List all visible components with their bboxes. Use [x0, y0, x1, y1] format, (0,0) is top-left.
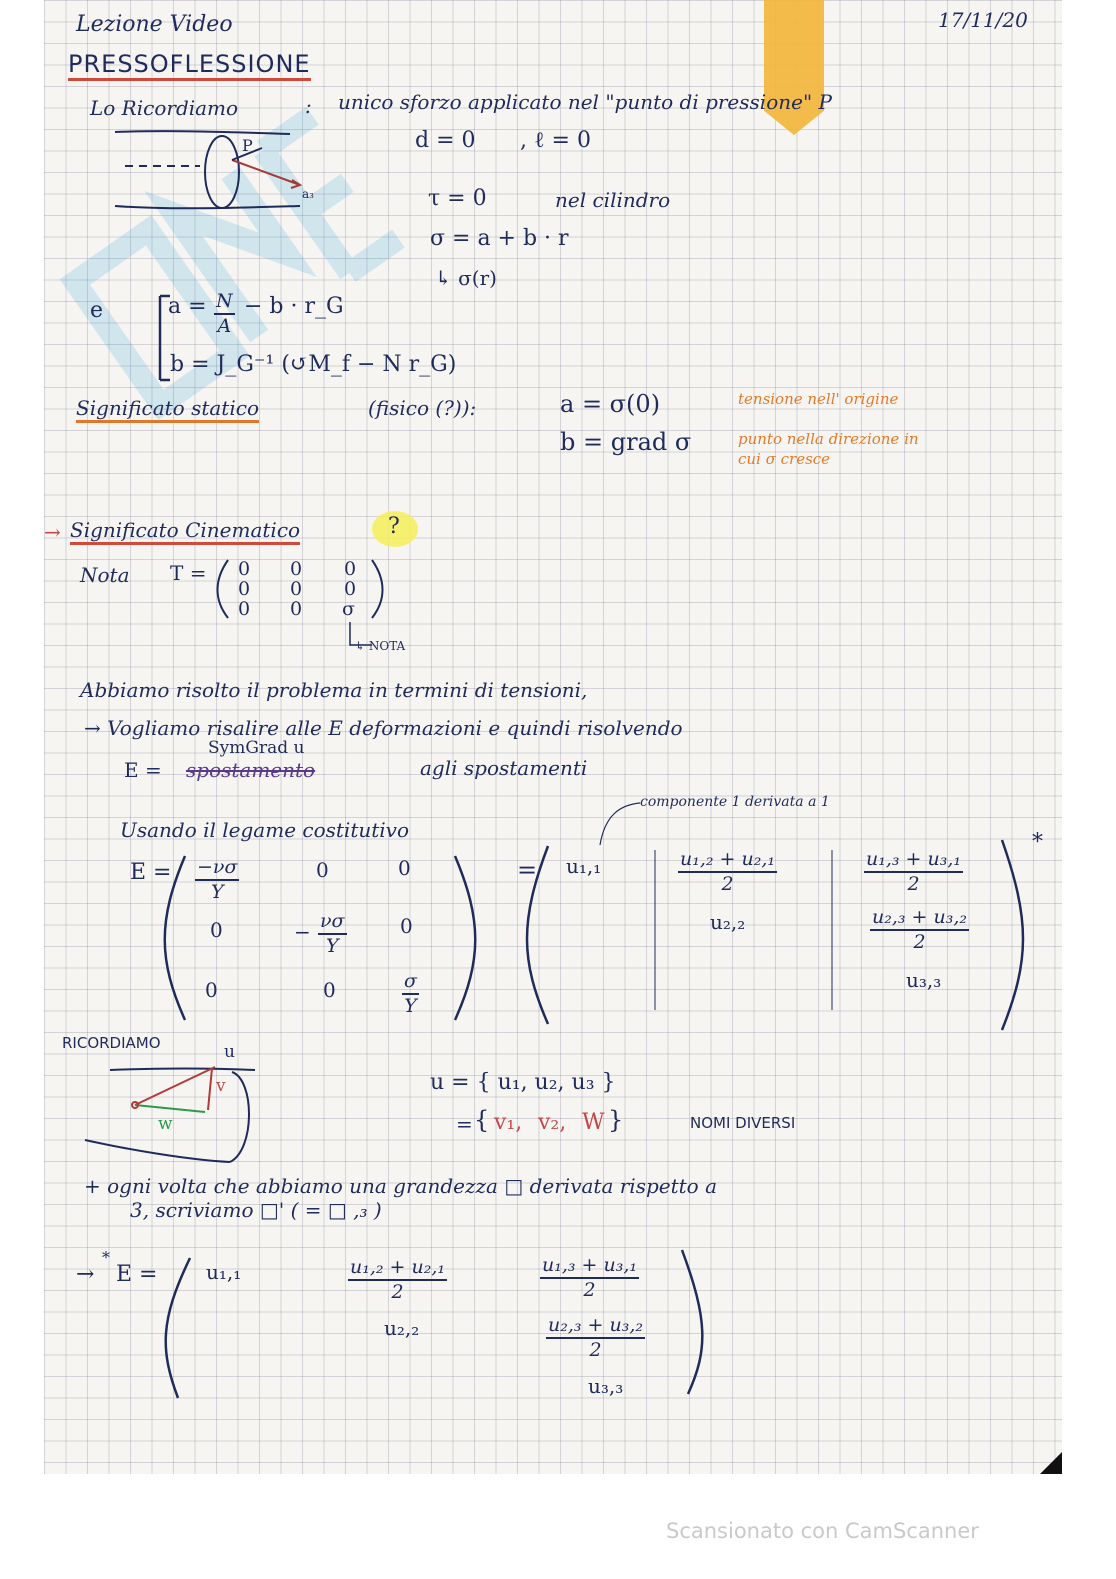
strain-star: * — [1032, 830, 1043, 855]
page-title: PRESSOFLESSIONE — [68, 52, 311, 81]
set-v1: v₁, — [494, 1110, 523, 1135]
statico-a-note: tensione nell' origine — [738, 390, 899, 408]
statico-b-note-1: punto nella direzione in — [738, 430, 919, 448]
final-star: * — [102, 1248, 110, 1267]
t-m13: 0 — [344, 558, 357, 580]
final-r12-num: u₁,₂ + u₂,₁ — [348, 1258, 447, 1281]
component-note: componente 1 derivata a 1 — [640, 794, 830, 810]
system-a-den: A — [217, 315, 232, 337]
vector-v-label: v — [216, 1076, 226, 1096]
t-m21: 0 — [238, 578, 251, 600]
strain-m12: 0 — [316, 858, 329, 882]
nota-label: Nota — [80, 563, 130, 587]
strain-m22-num: νσ — [318, 912, 347, 935]
page-corner — [1040, 1452, 1062, 1474]
strain-m13: 0 — [398, 856, 411, 880]
t-m12: 0 — [290, 558, 303, 580]
gradient-r22: u₂,₂ — [710, 910, 746, 934]
final-r23-num: u₂,₃ + u₃,₂ — [546, 1316, 645, 1339]
strain-m21: 0 — [210, 918, 223, 942]
statico-paren: (fisico (?)): — [368, 396, 477, 420]
set-w: W — [582, 1110, 605, 1135]
t-m23: 0 — [344, 578, 357, 600]
final-e-eq: E = — [116, 1262, 158, 1287]
t-m22: 0 — [290, 578, 303, 600]
strain-m11 — [195, 858, 239, 902]
final-r23 — [546, 1316, 645, 1360]
sigma-equation: σ = a + b · r — [430, 226, 569, 251]
text-line-2: → Vogliamo risalire alle E deformazioni e quindi risolvendo — [84, 716, 683, 740]
condition-d: d = 0 — [415, 128, 476, 153]
final-r13-den: 2 — [583, 1279, 596, 1301]
system-b: b = J_G⁻¹ (↺M_f − N r_G) — [170, 352, 457, 377]
final-r23-den: 2 — [589, 1339, 602, 1361]
strain-m33 — [402, 972, 419, 1016]
sigma-function: ↳ σ(r) — [435, 266, 497, 290]
gradient-r33: u₃,₃ — [906, 968, 942, 992]
vector-u-label: u — [224, 1042, 235, 1062]
question-mark: ? — [388, 514, 400, 539]
strain-e-eq: E = — [130, 860, 172, 885]
tau-equation: τ = 0 — [428, 186, 487, 211]
statico-label: Significato statico — [76, 398, 259, 423]
axis-a3-label: a₃ — [302, 187, 314, 201]
date: 17/11/20 — [938, 8, 1028, 32]
final-r22: u₂,₂ — [384, 1316, 420, 1340]
gradient-r23-num: u₂,₃ + u₃,₂ — [870, 908, 969, 931]
system-a-fraction — [214, 292, 235, 336]
gradient-r13 — [864, 850, 963, 894]
tau-description: nel cilindro — [555, 188, 671, 212]
final-r12-den: 2 — [391, 1281, 404, 1303]
nota-small: ↳ NOTA — [355, 639, 406, 653]
gradient-r23-den: 2 — [913, 931, 926, 953]
symgrad-note: SymGrad u — [208, 738, 305, 758]
text-line-3-rest: agli spostamenti — [420, 756, 588, 780]
final-r12 — [348, 1258, 447, 1302]
gradient-r13-num: u₁,₃ + u₃,₁ — [864, 850, 963, 873]
gradient-r12-den: 2 — [721, 873, 734, 895]
strain-m22 — [318, 912, 347, 956]
final-arrow: → — [76, 1262, 95, 1287]
cinematico-label: Significato Cinematico — [70, 520, 300, 545]
colon: : — [305, 94, 312, 118]
u-components: u = { u₁, u₂, u₃ } — [430, 1070, 616, 1095]
text-line-1: Abbiamo risolto il problema in termini di tensioni, — [80, 678, 588, 702]
statico-a-eq: a = σ(0) — [560, 390, 661, 418]
final-r13 — [540, 1256, 639, 1300]
t-m31: 0 — [238, 598, 251, 620]
t-m11: 0 — [238, 558, 251, 580]
ricordiamo-label: Lo Ricordiamo — [90, 96, 239, 120]
strain-m23: 0 — [400, 914, 413, 938]
nomi-diversi: NOMI DIVERSI — [690, 1114, 796, 1132]
system-a-num: N — [214, 292, 235, 315]
set-v2: v₂, — [538, 1110, 567, 1135]
cinematico-arrow: → — [44, 520, 61, 544]
strain-m31: 0 — [205, 978, 218, 1002]
t-m33: σ — [342, 598, 355, 620]
system-a-start: a = — [168, 294, 207, 319]
final-r33: u₃,₃ — [588, 1374, 624, 1398]
statico-b-eq: b = grad σ — [560, 428, 692, 456]
gradient-r23 — [870, 908, 969, 952]
strain-m33-num: σ — [402, 972, 419, 995]
strain-equals: = — [517, 856, 538, 884]
t-equation: T = — [170, 561, 207, 585]
set-open: { — [474, 1106, 490, 1134]
strain-m32: 0 — [323, 978, 336, 1002]
system-a-end: − b · r_G — [244, 294, 344, 319]
ricordiamo-label-2: RICORDIAMO — [62, 1034, 161, 1052]
lesson-label: Lezione Video — [76, 12, 233, 37]
intro-description: unico sforzo applicato nel "punto di pressione" P — [338, 90, 832, 114]
t-m32: 0 — [290, 598, 303, 620]
text-line-4: Usando il legame costitutivo — [120, 818, 410, 842]
condition-l: , ℓ = 0 — [520, 128, 591, 153]
gradient-r12-num: u₁,₂ + u₂,₁ — [678, 850, 777, 873]
vector-w-label: w — [158, 1114, 173, 1134]
scanner-footer: Scansionato con CamScanner — [666, 1519, 979, 1543]
statico-b-note-2: cui σ cresce — [738, 450, 831, 468]
gradient-r11: u₁,₁ — [566, 854, 602, 878]
bookmark-ribbon — [764, 0, 824, 135]
set-close: } — [608, 1106, 624, 1134]
point-p-label: P — [242, 136, 253, 155]
derivative-line-2: 3, scriviamo □' ( = □ ,₃ ) — [130, 1198, 382, 1222]
text-line-3-e: E = — [124, 758, 162, 782]
text-line-3-strike: spostamento — [186, 758, 316, 782]
strain-m11-den: Y — [210, 881, 224, 903]
gradient-r12 — [678, 850, 777, 894]
u-equals-2: = — [456, 1112, 473, 1136]
strain-m33-den: Y — [404, 995, 417, 1017]
system-e: e — [90, 298, 104, 323]
final-r13-num: u₁,₃ + u₃,₁ — [540, 1256, 639, 1279]
strain-m22-den: Y — [325, 935, 339, 957]
derivative-line-1: + ogni volta che abbiamo una grandezza □ derivata rispetto a — [84, 1174, 717, 1198]
gradient-r13-den: 2 — [907, 873, 920, 895]
strain-m11-num: −νσ — [195, 858, 239, 881]
strain-m22-prefix: − — [294, 920, 311, 944]
final-r11: u₁,₁ — [206, 1260, 242, 1284]
